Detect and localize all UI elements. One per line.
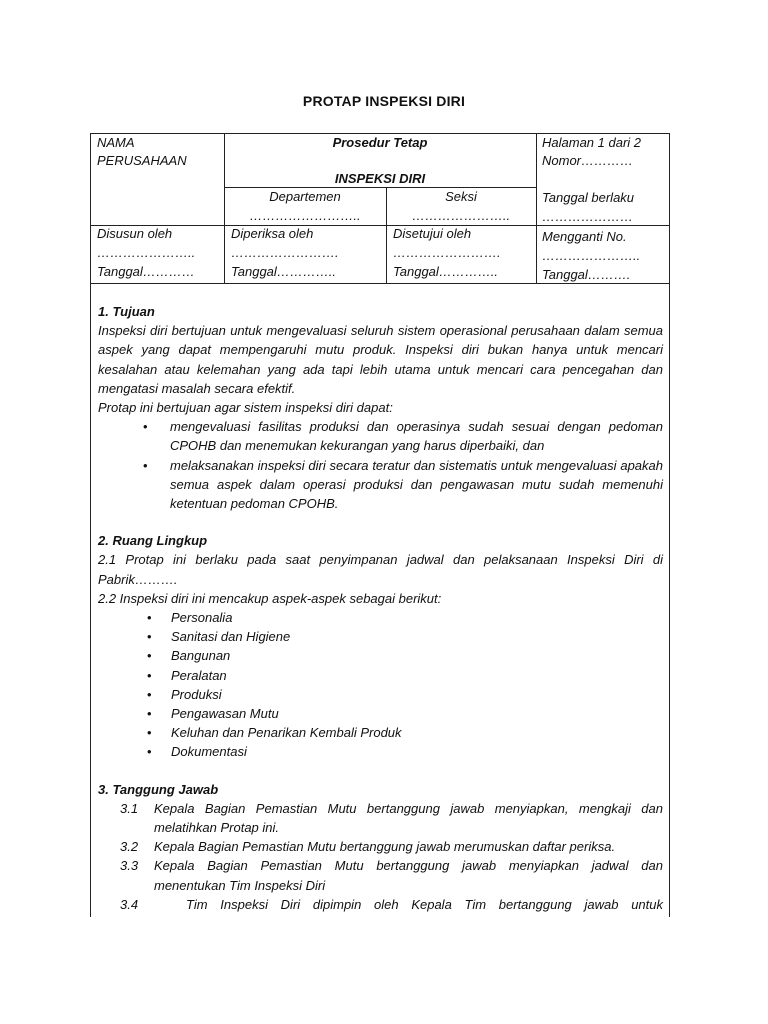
disusun-label: Disusun oleh: [97, 226, 173, 241]
bullet-icon: •: [147, 744, 152, 760]
list-item: [98, 895, 663, 914]
list-item: [98, 837, 663, 856]
departemen-value: ……………………..: [249, 208, 361, 223]
list-item: [98, 456, 663, 514]
list-item-text: Personalia: [171, 610, 233, 626]
bullet-icon: •: [147, 686, 152, 702]
list-item: [98, 666, 663, 685]
list-item-text: Keluhan dan Penarikan Kembali Produk: [171, 725, 402, 741]
tanggal-berlaku-value: …………………: [542, 209, 633, 224]
paragraph: Protap ini bertujuan agar sistem inspeksi diri dapat:: [98, 400, 393, 416]
list-item-text: Kepala Bagian Pemastian Mutu bertanggung jawab merumuskan daftar periksa.: [154, 839, 616, 855]
list-item-text: Kepala Bagian Pemastian Mutu bertanggung jawab menyiapkan, mengkaji dan melatihkan Protap ini.: [154, 800, 663, 836]
disusun-value: …………………..: [97, 245, 196, 260]
prosedur-label: Prosedur Tetap: [332, 135, 428, 150]
list-item: [98, 608, 663, 627]
inspeksi-label: INSPEKSI DIRI: [334, 171, 426, 186]
nomor-label: Nomor…………: [542, 153, 634, 168]
company-label-2: PERUSAHAAN: [97, 153, 187, 168]
mengganti-tanggal: Tanggal……….: [542, 267, 631, 282]
list-item-text: Sanitasi dan Higiene: [171, 629, 291, 645]
company-label-1: NAMA: [97, 135, 135, 150]
list-item-text: Dokumentasi: [171, 744, 247, 760]
list-number: 3.2: [120, 839, 139, 855]
list-item-text: Peralatan: [171, 667, 227, 683]
disetujui-value: …………………….: [393, 245, 501, 260]
list-number: 3.4: [120, 896, 139, 912]
list-number: 3.1: [120, 800, 139, 816]
list-item: [98, 417, 663, 455]
diperiksa-tanggal: Tanggal…………..: [231, 264, 337, 279]
list-item-text: melaksanakan inspeksi diri secara teratur dan sistematis untuk mengevaluasi apakah semua aspek dalam operasi produksi dan pengawasan mutu sudah memenuhi ketentuan pedoman CPOHB.: [170, 457, 663, 512]
section-heading-tanggung-jawab: 3. Tanggung Jawab: [98, 781, 219, 797]
bullet-icon: •: [147, 725, 152, 741]
list-item: [98, 704, 663, 723]
diperiksa-label: Diperiksa oleh: [231, 226, 314, 241]
list-number: 3.3: [120, 858, 139, 874]
list-item: [98, 742, 663, 761]
paragraph: 2.1 Protap ini berlaku pada saat penyimpanan jadwal dan pelaksanaan Inspeksi Diri di Pabrik……….: [98, 552, 663, 587]
halaman-label: Halaman 1 dari 2: [542, 135, 641, 150]
list-item: [98, 646, 663, 665]
disetujui-tanggal: Tanggal…………..: [393, 264, 499, 279]
mengganti-value: …………………..: [542, 248, 641, 263]
bullet-icon: •: [147, 667, 152, 683]
bullet-icon: •: [143, 457, 148, 473]
list-item-text: Tim Inspeksi Diri dipimpin oleh Kepala Tim bertanggung jawab untuk: [186, 896, 663, 912]
list-item: [98, 627, 663, 646]
disetujui-label: Disetujui oleh: [393, 226, 472, 241]
list-item-text: Pengawasan Mutu: [171, 706, 279, 722]
mengganti-label: Mengganti No.: [542, 229, 627, 244]
bullet-icon: •: [147, 648, 152, 664]
tanggal-berlaku-label: Tanggal berlaku: [542, 190, 635, 205]
document-title: PROTAP INSPEKSI DIRI: [302, 93, 466, 109]
bullet-icon: •: [147, 629, 152, 645]
seksi-value: …………………..: [411, 208, 511, 223]
disusun-tanggal: Tanggal…………: [97, 264, 195, 279]
paragraph: Inspeksi diri bertujuan untuk mengevaluasi seluruh sistem operasional perusahaan dalam semua aspek yang dapat mempengaruhi mutu produk. Inspeksi diri bukan hanya untuk mencari kesalahan atau kelemahan yang ada tapi lebih utama untuk mencari cara pencegahan dan mengatasi masalah secara efektif.: [98, 323, 663, 396]
departemen-label: Departemen: [269, 189, 341, 204]
table-col-divider: [536, 133, 537, 283]
section-heading-ruang-lingkup: 2. Ruang Lingkup: [98, 533, 208, 549]
section-heading-tujuan: 1. Tujuan: [98, 304, 155, 319]
list-item: [98, 799, 663, 837]
list-item: [98, 685, 663, 704]
bullet-icon: •: [147, 610, 152, 626]
seksi-label: Seksi: [445, 189, 477, 204]
diperiksa-value: …………………….: [231, 245, 339, 260]
list-item: [98, 723, 663, 742]
bullet-icon: •: [143, 419, 148, 435]
document-body: [98, 302, 663, 914]
paragraph: 2.2 Inspeksi diri ini mencakup aspek-aspek sebagai berikut:: [98, 590, 442, 606]
list-item-text: Kepala Bagian Pemastian Mutu bertanggung jawab menyiapkan jadwal dan menentukan Tim Inspeksi Diri: [154, 858, 663, 893]
bullet-icon: •: [147, 706, 152, 722]
list-item-text: Bangunan: [171, 648, 231, 664]
list-item: [98, 856, 663, 894]
list-item-text: Produksi: [171, 686, 222, 702]
list-item-text: mengevaluasi fasilitas produksi dan operasinya sudah sesuai dengan pedoman CPOHB dan menemukan kekurangan yang harus diperbaiki, dan: [170, 419, 663, 454]
